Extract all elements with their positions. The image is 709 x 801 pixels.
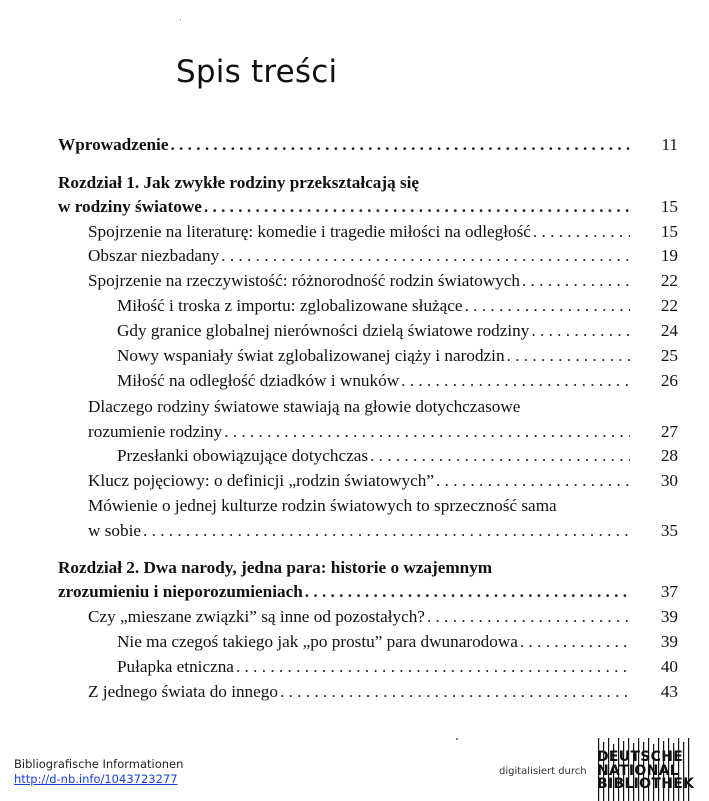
leader-dots	[143, 521, 630, 541]
leader-dots	[170, 135, 630, 155]
toc-page-number: 37	[660, 582, 678, 601]
dnb-logo-text	[597, 751, 694, 792]
toc-page-number: 22	[660, 296, 678, 315]
toc-entry[interactable]	[117, 371, 633, 391]
toc-entry[interactable]	[117, 321, 633, 341]
toc-entry-text: Pułapka etniczna	[117, 657, 234, 676]
toc-page-number: 43	[660, 682, 678, 701]
toc-page-number: 26	[660, 371, 678, 390]
toc-page-number: 27	[660, 422, 678, 441]
leader-dots	[465, 296, 630, 316]
toc-entry-text: rozumienie rodziny	[88, 422, 223, 441]
toc-page-number: 24	[660, 321, 678, 340]
toc-entry-text: Miłość i troska z importu: zglobalizowane służące	[117, 296, 463, 315]
leader-dots	[236, 657, 630, 677]
toc-entry-first-line: Mówienie o jednej kulturze rodzin światowych to sprzeczność sama	[88, 496, 557, 515]
toc-entry-text: Nowy wspaniały świat zglobalizowanej ciąży i narodzin	[117, 346, 505, 365]
toc-entry[interactable]	[88, 271, 633, 291]
toc-entry-text: Obszar niezbadany	[88, 246, 220, 265]
toc-page-number: 39	[660, 607, 678, 626]
dnb-logo-line: DEUTSCHE	[597, 749, 684, 765]
toc-entry-text: w rodziny światowe	[58, 197, 202, 216]
toc-entry[interactable]	[117, 632, 633, 652]
leader-dots	[522, 271, 630, 291]
leader-dots	[370, 446, 630, 466]
toc-entry-text: Spojrzenie na literaturę: komedie i tragedie miłości na odległość	[88, 222, 531, 241]
leader-dots	[427, 607, 630, 627]
toc-entry[interactable]	[117, 657, 633, 677]
toc-entry[interactable]	[88, 607, 633, 627]
bibliographic-info-label: Bibliografische Informationen	[14, 757, 184, 771]
digitized-by-label: digitalisiert durch	[499, 766, 587, 777]
toc-entry-text: w sobie	[88, 521, 141, 540]
dnb-logo-line: BIBLIOTHEK	[597, 776, 695, 792]
leader-dots	[436, 471, 630, 491]
toc-page-number: 28	[660, 446, 678, 465]
toc-entry[interactable]	[117, 296, 633, 316]
leader-dots	[507, 346, 630, 366]
toc-entry[interactable]	[117, 346, 633, 366]
toc-chapter-heading-line: Rozdział 2. Dwa narody, jedna para: historie o wzajemnym	[58, 558, 493, 577]
toc-entry-text: Gdy granice globalnej nierówności dzielą światowe rodziny	[117, 321, 530, 340]
toc-entry[interactable]	[88, 471, 633, 491]
scan-speck	[180, 19, 181, 20]
toc-entry-chapter-1[interactable]	[58, 197, 633, 217]
leader-dots	[401, 371, 630, 391]
leader-dots	[280, 682, 630, 702]
toc-entry-text: Z jednego świata do innego	[88, 682, 278, 701]
leader-dots	[520, 632, 630, 652]
page-title: Spis treści	[176, 54, 338, 90]
leader-dots	[531, 321, 630, 341]
toc-page-number: 35	[660, 521, 678, 540]
toc-page-number: 30	[660, 471, 678, 490]
bibliographic-info	[14, 757, 183, 786]
toc-page-number: 39	[660, 632, 678, 651]
leader-dots	[224, 422, 630, 442]
toc-entry[interactable]	[88, 422, 633, 442]
scan-speck	[456, 738, 458, 740]
toc-entry-text: Przesłanki obowiązujące dotychczas	[117, 446, 369, 465]
toc-entry-text: Klucz pojęciowy: o definicji „rodzin światowych”	[88, 471, 435, 490]
toc-entry-text: zrozumieniu i nieporozumieniach	[58, 582, 303, 601]
toc-page-number: 15	[660, 197, 678, 216]
bibliographic-info-link[interactable]: http://d-nb.info/1043723277	[14, 772, 178, 786]
dnb-logo-line: NATIONAL	[597, 762, 679, 779]
leader-dots	[533, 222, 630, 242]
leader-dots	[305, 582, 630, 602]
toc-page-number: 15	[660, 222, 678, 241]
toc-page-number: 25	[660, 346, 678, 365]
toc-entry-text: Wprowadzenie	[58, 135, 169, 154]
toc-page-number: 22	[660, 271, 678, 290]
toc-entry-text: Spojrzenie na rzeczywistość: różnorodność rodzin światowych	[88, 271, 520, 290]
toc-page-number: 19	[660, 246, 678, 265]
toc-chapter-heading-line: Rozdział 1. Jak zwykłe rodziny przekształcają się	[58, 173, 420, 192]
toc-entry-first-line: Dlaczego rodziny światowe stawiają na głowie dotychczasowe	[88, 397, 521, 416]
toc-page-number: 11	[661, 135, 678, 154]
toc-entry[interactable]	[88, 682, 633, 702]
leader-dots	[204, 197, 630, 217]
toc-entry[interactable]	[88, 222, 633, 242]
toc-entry-introduction[interactable]	[58, 135, 633, 155]
leader-dots	[221, 246, 630, 266]
toc-entry[interactable]	[88, 246, 633, 266]
toc-entry[interactable]	[117, 446, 633, 466]
toc-entry-text: Nie ma czegoś takiego jak „po prostu” para dwunarodowa	[117, 632, 518, 651]
toc-entry-text: Miłość na odległość dziadków i wnuków	[117, 371, 400, 390]
toc-entry-chapter-2[interactable]	[58, 582, 633, 602]
toc-page-number: 40	[660, 657, 678, 676]
toc-entry-text: Czy „mieszane związki” są inne od pozostałych?	[88, 607, 425, 626]
toc-entry[interactable]	[88, 521, 633, 541]
